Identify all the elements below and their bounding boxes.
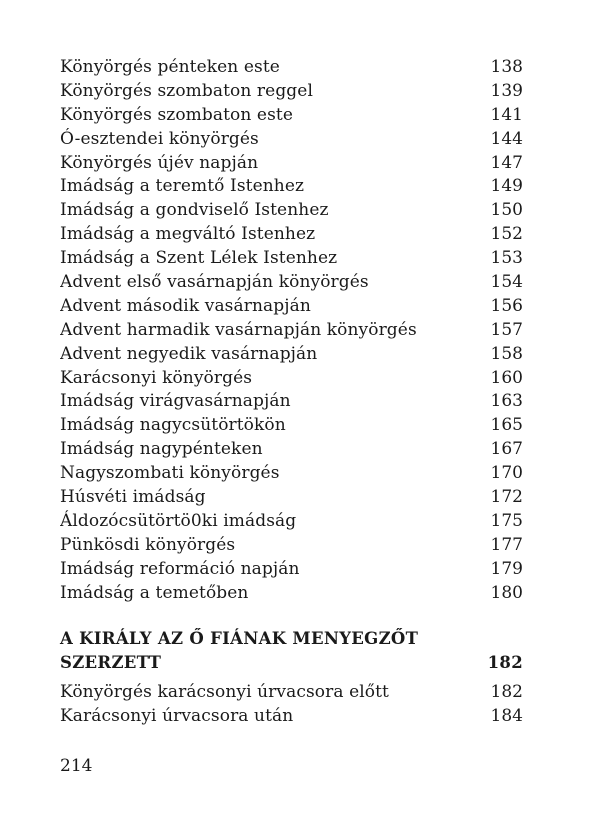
toc-entry-title: Imádság a Szent Lélek Istenhez bbox=[60, 248, 338, 269]
toc-entry-page: 180 bbox=[490, 582, 523, 603]
toc-entry-page: 184 bbox=[490, 706, 523, 727]
toc-entry-page: 179 bbox=[490, 558, 523, 579]
toc-entry bbox=[60, 534, 523, 558]
toc-entry bbox=[60, 152, 523, 176]
toc-entry-page: 150 bbox=[490, 200, 523, 221]
toc-entry-page: 177 bbox=[490, 534, 523, 555]
toc-entry-page: 156 bbox=[490, 295, 523, 316]
toc-entry-page: 167 bbox=[490, 439, 523, 460]
toc-entry-page: 175 bbox=[490, 510, 523, 531]
toc-entry-title: Könyörgés pénteken este bbox=[60, 57, 280, 77]
toc-entry-title: Könyörgés szombaton reggel bbox=[60, 80, 313, 101]
toc-entry-page: 160 bbox=[490, 367, 523, 388]
toc-entry bbox=[60, 56, 523, 80]
toc-entry-page: 158 bbox=[490, 343, 523, 364]
toc-entry bbox=[60, 558, 523, 582]
toc-section-list bbox=[60, 681, 523, 729]
toc-entry bbox=[60, 175, 523, 199]
toc-entry bbox=[60, 681, 523, 705]
toc-entry bbox=[60, 104, 523, 128]
toc-entry-title: Imádság virágvasárnapján bbox=[60, 391, 291, 412]
toc-entry-title: Imádság nagycsütörtökön bbox=[60, 415, 286, 436]
toc-entry-page: 139 bbox=[490, 80, 523, 101]
page-number: 214 bbox=[60, 756, 93, 776]
toc-entry-title: Pünkösdi könyörgés bbox=[60, 534, 236, 555]
toc-entry-title: Karácsonyi úrvacsora után bbox=[60, 706, 294, 727]
section-title-line2-row bbox=[60, 651, 523, 675]
toc-entry bbox=[60, 486, 523, 510]
toc-entry-title: Nagyszombati könyörgés bbox=[60, 463, 280, 484]
toc-entry-title: Imádság a teremtő Istenhez bbox=[60, 176, 305, 197]
toc-entry bbox=[60, 223, 523, 247]
toc-entry bbox=[60, 462, 523, 486]
toc-entry-title: Imádság a megváltó Istenhez bbox=[60, 224, 316, 245]
toc-entry-title: Ó-esztendei könyörgés bbox=[60, 128, 259, 149]
toc-entry-page: 172 bbox=[490, 487, 523, 508]
toc-entry bbox=[60, 271, 523, 295]
section-title-line1: A KIRÁLY AZ Ő FIÁNAK MENYEGZŐT bbox=[60, 629, 419, 649]
toc-entry-page: 138 bbox=[490, 57, 523, 77]
toc-entry-title: Imádság a gondviselő Istenhez bbox=[60, 200, 329, 221]
toc-entry bbox=[60, 80, 523, 104]
toc-entry-title: Karácsonyi könyörgés bbox=[60, 367, 253, 388]
toc-entry-page: 163 bbox=[490, 391, 523, 412]
toc-entry-page: 154 bbox=[490, 272, 523, 293]
toc-entry bbox=[60, 319, 523, 343]
toc-entry bbox=[60, 343, 523, 367]
toc-entry-title: Advent első vasárnapján könyörgés bbox=[60, 272, 369, 293]
toc-entry-page: 144 bbox=[490, 128, 523, 149]
toc-entry-page: 147 bbox=[490, 152, 523, 173]
toc-entry-title: Imádság a temetőben bbox=[60, 582, 249, 603]
toc-entry bbox=[60, 510, 523, 534]
toc-section-heading bbox=[60, 627, 523, 675]
toc-entry-title: Húsvéti imádság bbox=[60, 487, 206, 508]
toc-list bbox=[60, 56, 523, 605]
toc-entry bbox=[60, 582, 523, 606]
toc-entry-page: 170 bbox=[490, 463, 523, 484]
toc-entry bbox=[60, 128, 523, 152]
toc-entry-page: 182 bbox=[490, 682, 523, 703]
toc-entry-page: 141 bbox=[490, 104, 523, 125]
toc-entry bbox=[60, 247, 523, 271]
toc-entry-page: 152 bbox=[490, 224, 523, 245]
toc-entry-title: Imádság reformáció napján bbox=[60, 558, 300, 579]
section-page: 182 bbox=[487, 653, 523, 673]
toc-entry-page: 149 bbox=[490, 176, 523, 197]
toc-entry bbox=[60, 438, 523, 462]
toc-entry-page: 165 bbox=[490, 415, 523, 436]
toc-entry-title: Áldozócsütörtö0ki imádság bbox=[60, 510, 297, 531]
toc-entry-title: Könyörgés karácsonyi úrvacsora előtt bbox=[60, 682, 389, 703]
toc-entry-title: Advent harmadik vasárnapján könyörgés bbox=[60, 319, 417, 340]
section-title-line2: SZERZETT bbox=[60, 653, 162, 673]
toc-entry-page: 153 bbox=[490, 248, 523, 269]
toc-entry-title: Könyörgés szombaton este bbox=[60, 104, 294, 125]
toc-entry-title: Könyörgés újév napján bbox=[60, 152, 259, 173]
toc-entry-title: Imádság nagypénteken bbox=[60, 439, 263, 460]
toc-page bbox=[60, 56, 523, 729]
toc-entry bbox=[60, 414, 523, 438]
toc-entry bbox=[60, 705, 523, 729]
toc-entry-title: Advent második vasárnapján bbox=[60, 295, 311, 316]
toc-entry bbox=[60, 367, 523, 391]
toc-entry-page: 157 bbox=[490, 319, 523, 340]
toc-entry bbox=[60, 390, 523, 414]
toc-entry-title: Advent negyedik vasárnapján bbox=[60, 343, 318, 364]
toc-entry bbox=[60, 199, 523, 223]
toc-entry bbox=[60, 295, 523, 319]
